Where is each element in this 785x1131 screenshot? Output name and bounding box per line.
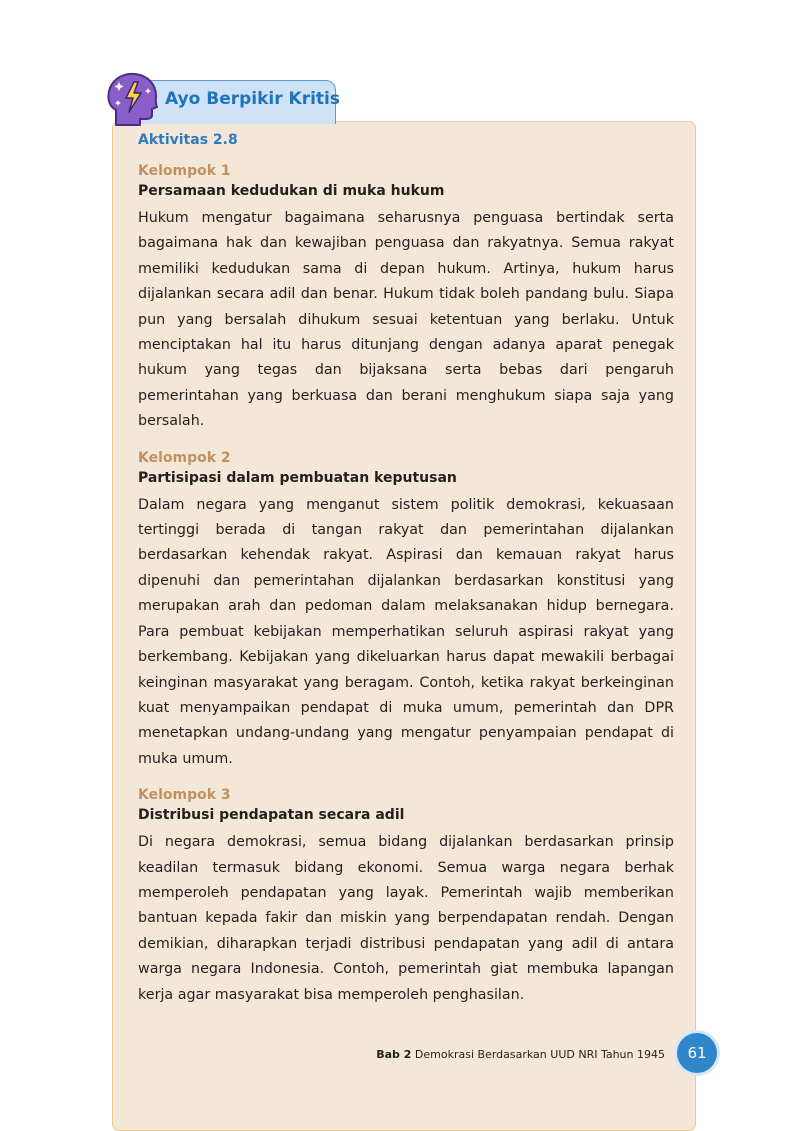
group-title: Distribusi pendapatan secara adil [138, 807, 405, 824]
page-footer [376, 1048, 665, 1061]
group-title: Partisipasi dalam pembuatan keputusan [138, 469, 457, 486]
activity-number: Aktivitas 2.8 [138, 132, 238, 148]
group-paragraph: Di negara demokrasi, semua bidang dijalankan berdasarkan prinsip keadilan termasuk bidang ekonomi. Semua warga negara berhak memperoleh pendapatan yang layak. Pemerintah wajib memberikan bantuan kepada fakir dan miskin yang berpendapatan rendah. Dengan demikian, diharapkan terjadi distribusi pendapatan yang adil di antara warga negara Indonesia. Contoh, pemerintah giat membuka lapangan kerja agar masyarakat bisa memperoleh penghasilan. [138, 834, 674, 1003]
group-label: Kelompok 1 [138, 163, 231, 179]
group-3 [138, 787, 674, 1008]
group-2 [138, 450, 674, 772]
group-title: Persamaan kedudukan di muka hukum [138, 183, 445, 199]
footer-chapter-title: Demokrasi Berdasarkan UUD NRI Tahun 1945 [414, 1048, 665, 1061]
group-label: Kelompok 3 [138, 787, 231, 804]
page-number: 61 [677, 1033, 717, 1073]
footer-chapter: Bab 2 [376, 1048, 412, 1061]
group-paragraph: Hukum mengatur bagaimana seharusnya penguasa bertindak serta bagaimana hak dan kewajiban penguasa dan rakyatnya. Semua rakyat memiliki kedudukan sama di depan hukum. Artinya, hukum harus dijalankan secara adil dan benar. Hukum tidak boleh pandang bulu. Siapa pun yang bersalah dihukum sesuai ketentuan yang berlaku. Untuk menciptakan hal itu harus ditunjang dengan adanya aparat penegak hukum yang tegas dan bijaksana serta bebas dari pengaruh pemerintahan yang berkuasa dan berani menghukum siapa saja yang bersalah. [138, 210, 674, 430]
activity-content [138, 130, 674, 1023]
box-title: Ayo Berpikir Kritis [165, 89, 340, 109]
head-lightning-icon [104, 70, 162, 128]
group-paragraph: Dalam negara yang menganut sistem politik demokrasi, kekuasaan tertinggi berada di tangan rakyat dan pemerintahan dijalankan berdasarkan kehendak rakyat. Aspirasi dan kemauan rakyat harus dipenuhi dan pemerintahan dijalankan berdasarkan konstitusi yang merupakan arah dan pedoman dalam melaksanakan hidup bernegara. Para pembuat kebijakan memperhatikan seluruh aspirasi rakyat yang berkembang. Kebijakan yang dikeluarkan harus dapat mewakili berbagai keinginan masyarakat yang beragam. Contoh, ketika rakyat berkeinginan kuat menyampaikan pendapat di muka umum, pemerintah dan DPR menetapkan undang-undang yang mengatur penyampaian pendapat di muka umum. [138, 496, 674, 767]
group-1 [138, 163, 674, 435]
group-label: Kelompok 2 [138, 449, 231, 466]
